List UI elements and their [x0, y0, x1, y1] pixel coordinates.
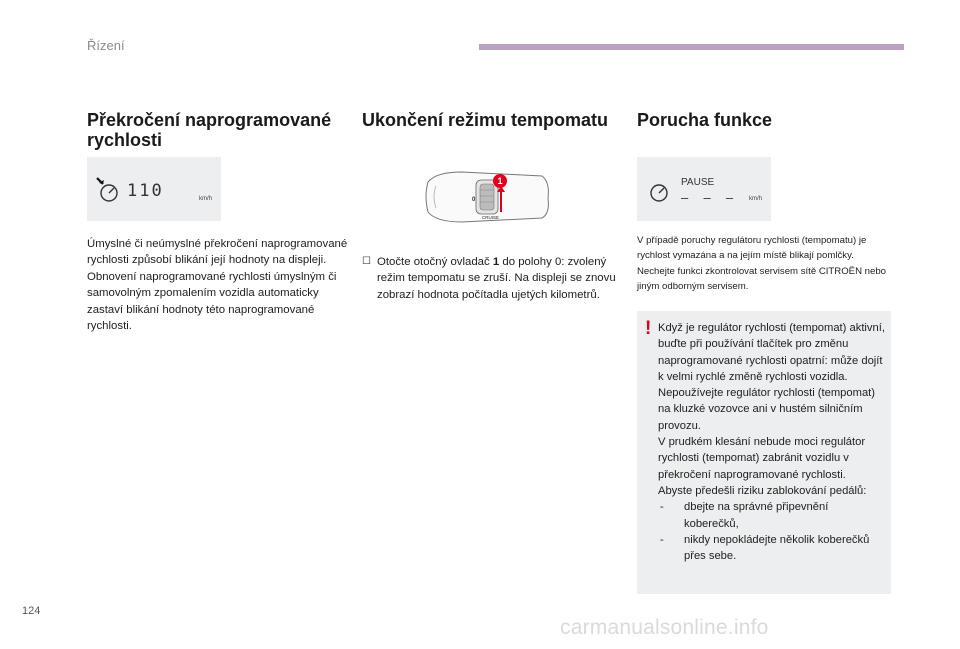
section-label: Řízení — [87, 38, 125, 53]
warning-paragraph: Abyste předešli riziku zablokování pedálů: — [658, 484, 867, 497]
list-item: - dbejte na správné připevnění koberečků, — [660, 501, 829, 530]
callout-1: 1 — [497, 176, 503, 186]
list-item: - nikdy nepokládejte několik koberečků přes sebe. — [660, 533, 870, 563]
text-speed-exceeded: Úmyslné či neúmyslné překročení naprogramované rychlosti způsobí blikání její hodnoty na displeji. Obnovení naprogramované rychlosti úmyslným či samovolným zpomalením vozidla automaticky zastaví blikání hodnoty této naprogramované rychlosti. — [87, 238, 348, 333]
warning-paragraph: Když je regulátor rychlosti (tempomat) aktivní, buďte při používání tlačítek pro změnu naprogramované rychlosti opatrní: může dojít k velmi rychlé změně rychlosti vozidla. — [658, 322, 885, 383]
text-malfunction: V případě poruchy regulátoru rychlosti (tempomatu) je rychlost vymazána a na jejím místě blikají pomlčky. Nechejte funkci zkontrolovat servisem sítě CITROËN nebo jiným odborným servisem. — [637, 235, 887, 293]
heading-speed-exceeded: Překročení naprogramované rychlosti — [87, 110, 332, 150]
warning-paragraph: V prudkém klesání nebude moci regulátor rychlosti (tempomat) zabránit vozidlu v překročení naprogramované rychlosti. — [658, 436, 866, 481]
instruction-cruise-off: ☐ Otočte otočný ovladač 1 do polohy 0: zvolený režim tempomatu se zruší. Na displeji se znovu zobrazí hodnota počítadla ujetých kilometrů. — [362, 256, 616, 301]
bullet-icon: ☐ — [362, 256, 371, 267]
page-number: 124 — [22, 605, 41, 617]
display-malfunction — [637, 157, 771, 221]
warning-exclamation-icon: ! — [645, 318, 652, 339]
header-accent-bar — [479, 44, 904, 50]
display-speed-unit: km/h — [199, 196, 213, 202]
heading-cruise-off: Ukončení režimu tempomatu — [362, 110, 609, 130]
warning-list — [658, 499, 886, 564]
cruise-label: CRUISE — [482, 215, 500, 220]
cruise-stalk-diagram — [422, 168, 552, 226]
warning-text — [658, 320, 886, 564]
warning-paragraph: Nepoužívejte regulátor rychlosti (tempomat) na kluzké vozovce ani v hustém silničním provozu. — [658, 387, 876, 432]
pause-status: PAUSE — [681, 177, 715, 188]
heading-malfunction: Porucha funkce — [637, 110, 773, 130]
speedometer-flashing-icon — [87, 157, 127, 221]
speed-dashes: – – – — [681, 191, 738, 205]
display-speed-exceeded — [87, 157, 221, 221]
warning-box — [637, 311, 891, 594]
control-ref-1: 1 — [492, 256, 500, 268]
speedometer-icon — [637, 157, 677, 221]
display-unit: km/h — [749, 196, 763, 202]
display-speed-value: 110 — [127, 181, 164, 201]
position-0-label: 0 — [472, 197, 476, 203]
watermark: carmanualsonline.info — [560, 616, 769, 639]
